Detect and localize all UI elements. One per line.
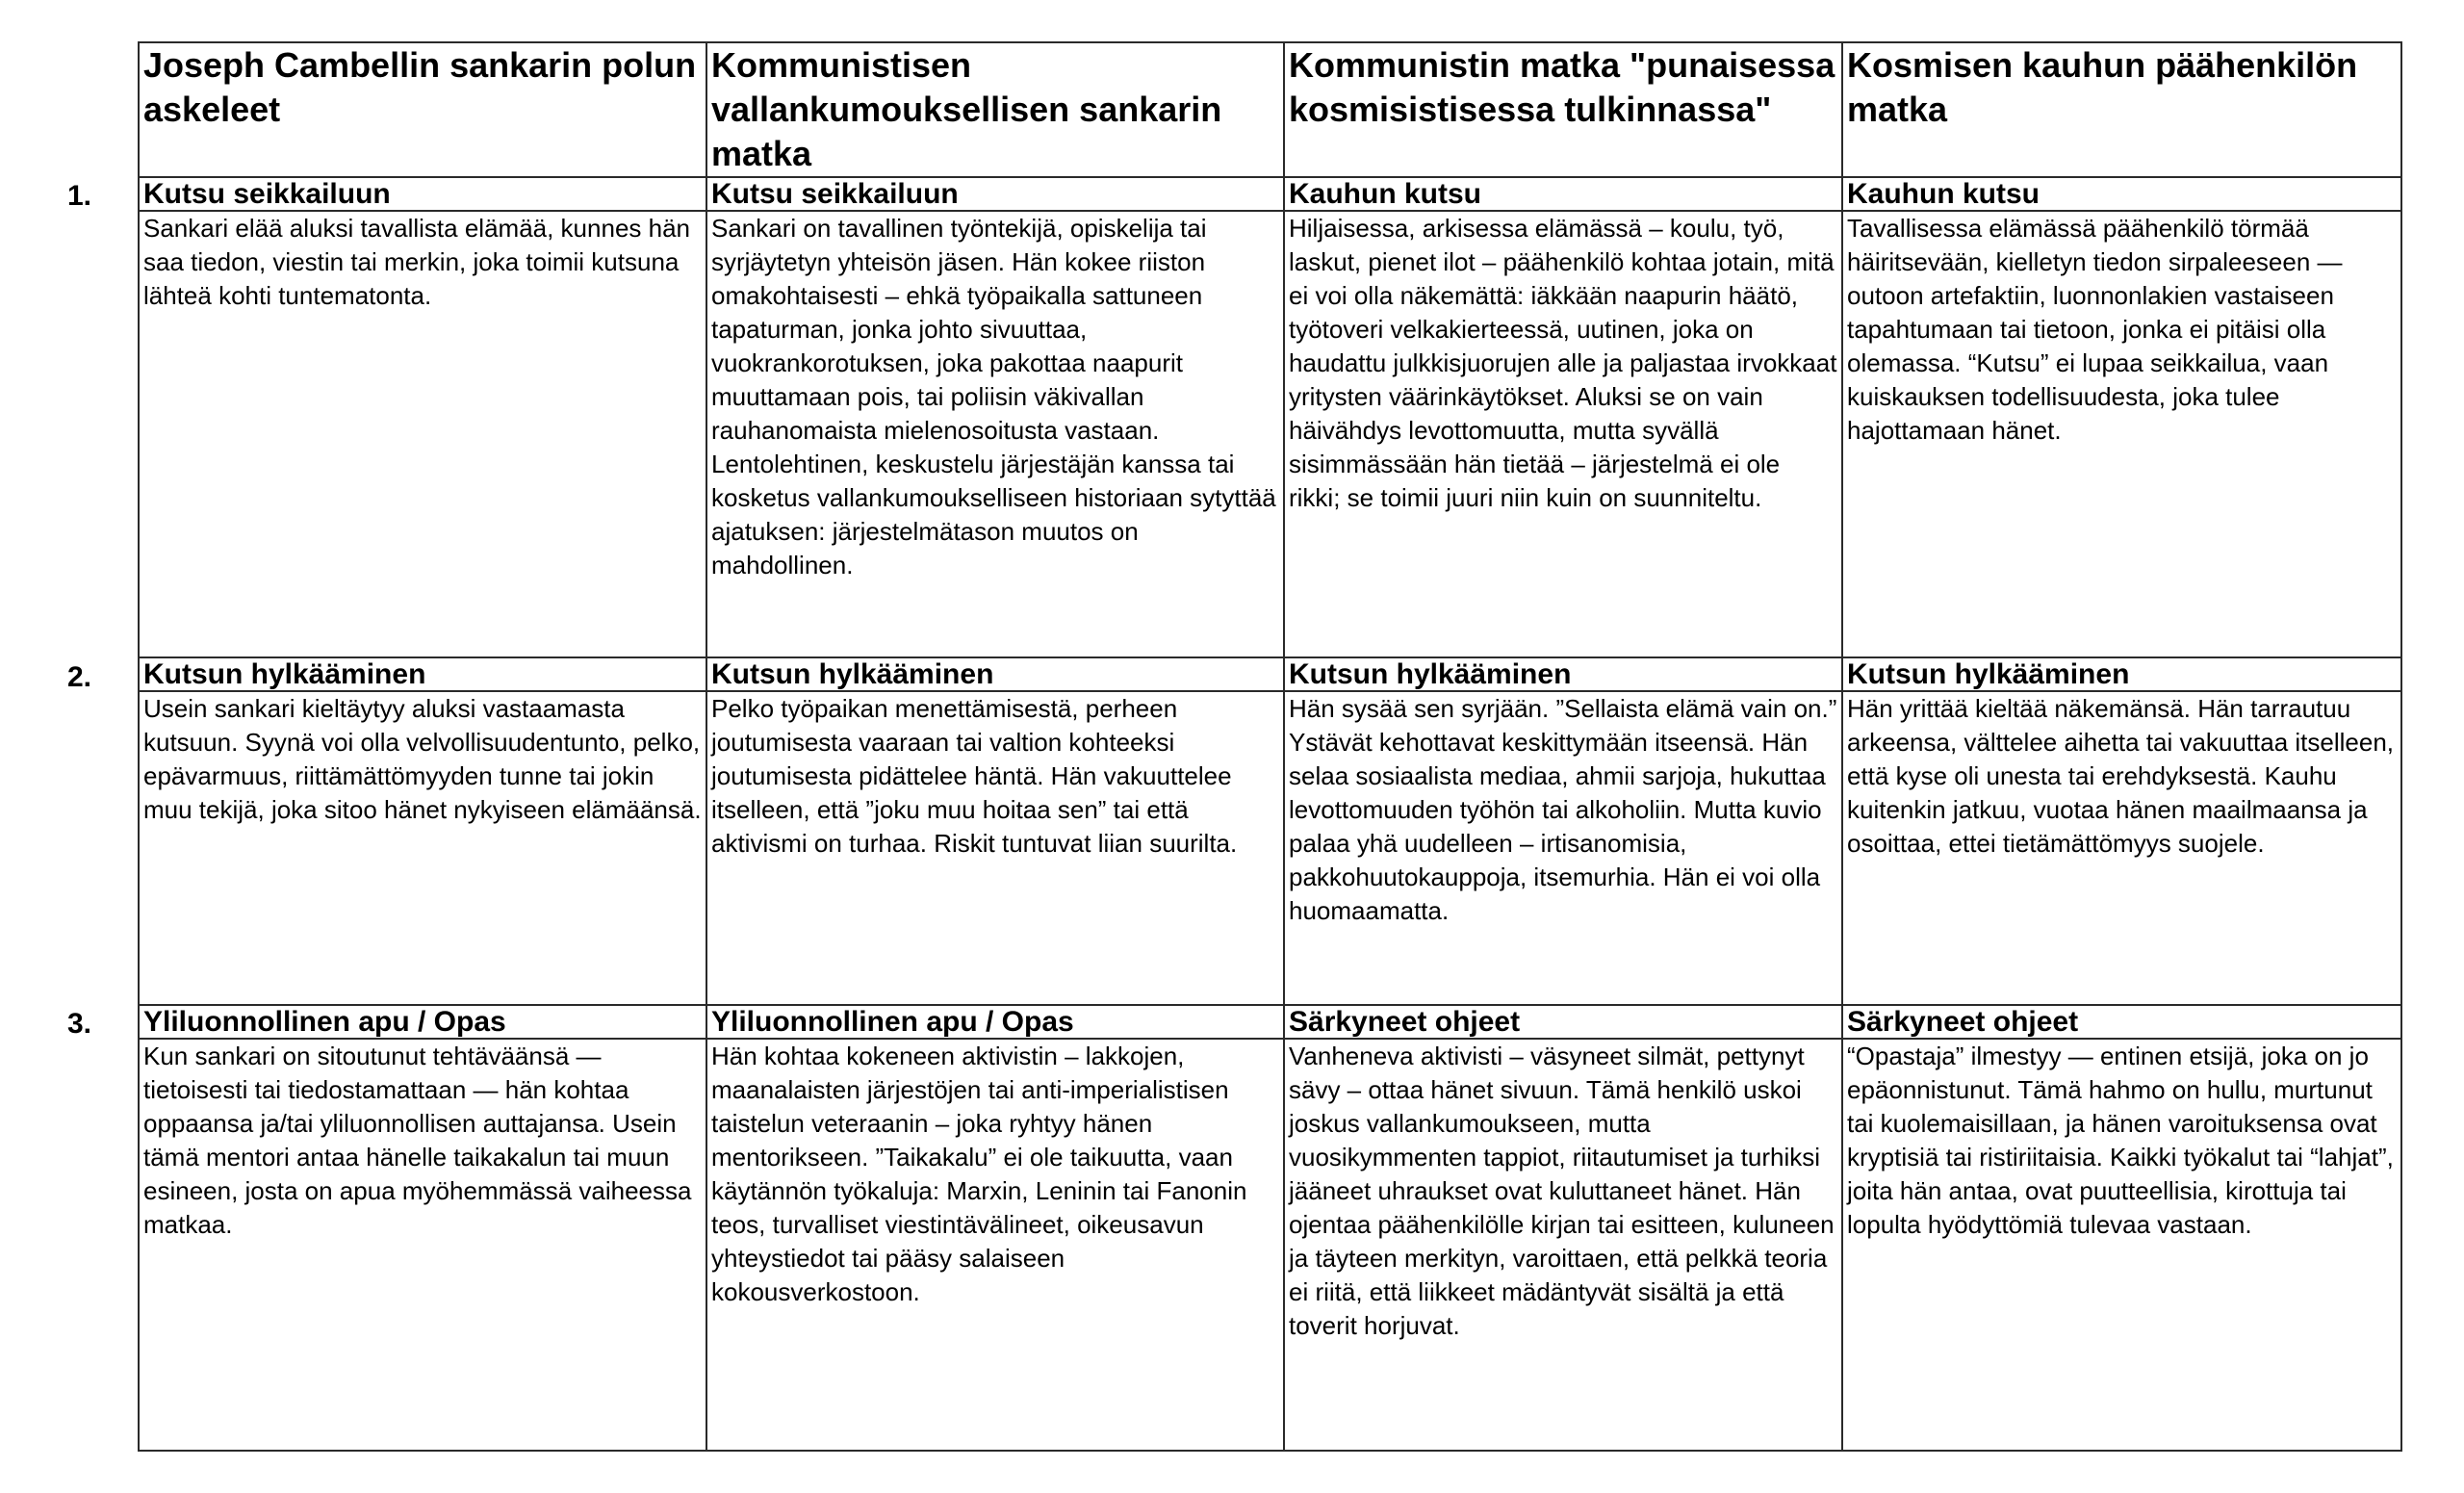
step-3-body-row xyxy=(139,1039,2401,1451)
step-body-cell: Hän yrittää kieltää näkemänsä. Hän tarrautuu arkeensa, välttelee aihetta tai vakuuttaa itselleen, että kyse oli unesta tai erehdyksestä. Kauhu kuitenkin jatkuu, vuotaa hänen maailmaansa ja osoittaa, ettei tietämättömyys suojele. xyxy=(1842,691,2401,1005)
step-body-cell: Hän sysää sen syrjään. ”Sellaista elämä vain on.” Ystävät kehottavat keskittymään itseensä. Hän selaa sosiaalista mediaa, ahmii sarjoja, hukuttaa levottomuuden työhön tai alkoholiin. Mutta kuvio palaa yhä uudelleen – irtisanomisia, pakkohuutokauppoja, itsemurhia. Hän ei voi olla huomaamatta. xyxy=(1284,691,1842,1005)
step-body-cell: Pelko työpaikan menettämisestä, perheen joutumisesta vaaraan tai valtion kohteeksi joutumisesta pidättelee häntä. Hän vakuuttelee itselleen, että ”joku muu hoitaa sen” tai että aktivismi on turhaa. Riskit tuntuvat liian suurilta. xyxy=(706,691,1284,1005)
step-3-title-row xyxy=(139,1005,2401,1039)
step-body-cell: Tavallisessa elämässä päähenkilö törmää häiritsevään, kielletyn tiedon sirpaleeseen — outoon artefaktiin, luonnonlakien vastaiseen tapahtumaan tai tietoon, jonka ei pitäisi olla olemassa. “Kutsu” ei lupaa seikkailua, vaan kuiskauksen todellisuudesta, joka tulee hajottamaan hänet. xyxy=(1842,211,2401,657)
step-title-cell: Särkyneet ohjeet xyxy=(1284,1005,1842,1039)
column-header-campbell: Joseph Cambellin sankarin polun askeleet xyxy=(139,42,706,177)
column-header-communist-revolutionary: Kommunistisen vallankumouksellisen sankarin matka xyxy=(706,42,1284,177)
step-body-cell: Hiljaisessa, arkisessa elämässä – koulu, työ, laskut, pienet ilot – päähenkilö kohtaa jotain, mitä ei voi olla näkemättä: iäkkään naapurin häätö, työtoveri velkakierteessä, uutinen, joka on haudattu julkkisjuorujen alle ja paljastaa irvokkaat yritysten väärinkäytökset. Aluksi se on vain häivähdys levottomuutta, mutta syvällä sisimmässään hän tietää – järjestelmä ei ole rikki; se toimii juuri niin kuin on suunniteltu. xyxy=(1284,211,1842,657)
step-title-cell: Särkyneet ohjeet xyxy=(1842,1005,2401,1039)
step-2-body-row xyxy=(139,691,2401,1005)
step-title-cell: Kutsun hylkääminen xyxy=(706,657,1284,691)
step-1-title-row xyxy=(139,177,2401,211)
step-title-cell: Yliluonnollinen apu / Opas xyxy=(139,1005,706,1039)
step-body-cell: Usein sankari kieltäytyy aluksi vastaamasta kutsuun. Syynä voi olla velvollisuudentunto, pelko, epävarmuus, riittämättömyyden tunne tai jokin muu tekijä, joka sitoo hänet nykyiseen elämäänsä. xyxy=(139,691,706,1005)
step-body-cell: Sankari on tavallinen työntekijä, opiskelija tai syrjäytetyn yhteisön jäsen. Hän kokee riiston omakohtaisesti – ehkä työpaikalla sattuneen tapaturman, jonka johto sivuuttaa, vuokrankorotuksen, joka pakottaa naapurit muuttamaan pois, tai poliisin väkivallan rauhanomaista mielenosoitusta vastaan. Lentolehtinen, keskustelu järjestäjän kanssa tai kosketus vallankumoukselliseen historiaan sytyttää ajatuksen: järjestelmätason muutos on mahdollinen. xyxy=(706,211,1284,657)
step-title-cell: Kutsu seikkailuun xyxy=(139,177,706,211)
step-number-1: 1. xyxy=(67,180,92,212)
step-number-2: 2. xyxy=(67,661,92,693)
step-title-cell: Kutsun hylkääminen xyxy=(1842,657,2401,691)
step-title-cell: Kutsu seikkailuun xyxy=(706,177,1284,211)
step-body-cell: Kun sankari on sitoutunut tehtäväänsä — tietoisesti tai tiedostamattaan — hän kohtaa oppaansa ja/tai yliluonnollisen auttajansa. Usein tämä mentori antaa hänelle taikakalun tai muun esineen, josta on apua myöhemmässä vaiheessa matkaa. xyxy=(139,1039,706,1451)
step-body-cell: Sankari elää aluksi tavallista elämää, kunnes hän saa tiedon, viestin tai merkin, joka toimii kutsuna lähteä kohti tuntematonta. xyxy=(139,211,706,657)
step-body-cell: Hän kohtaa kokeneen aktivistin – lakkojen, maanalaisten järjestöjen tai anti-imperialistisen taistelun veteraanin – joka ryhtyy hänen mentorikseen. ”Taikakalu” ei ole taikuutta, vaan käytännön työkaluja: Marxin, Leninin tai Fanonin teos, turvalliset viestintävälineet, oikeusavun yhteystiedot tai pääsy salaiseen kokousverkostoon. xyxy=(706,1039,1284,1451)
step-number-3: 3. xyxy=(67,1008,92,1040)
column-header-cosmic-horror: Kosmisen kauhun päähenkilön matka xyxy=(1842,42,2401,177)
step-title-cell: Kutsun hylkääminen xyxy=(1284,657,1842,691)
step-body-cell: Vanheneva aktivisti – väsyneet silmät, pettynyt sävy – ottaa hänet sivuun. Tämä henkilö uskoi joskus vallankumoukseen, mutta vuosikymmenten tappiot, riitautumiset ja turhiksi jääneet uhraukset ovat kuluttaneet hänet. Hän ojentaa päähenkilölle kirjan tai esitteen, kuluneen ja täyteen merkityn, varoittaen, että pelkkä teoria ei riitä, että liikkeet mädäntyvät sisältä ja että toverit horjuvat. xyxy=(1284,1039,1842,1451)
step-1-body-row xyxy=(139,211,2401,657)
step-title-cell: Kutsun hylkääminen xyxy=(139,657,706,691)
step-title-cell: Kauhun kutsu xyxy=(1284,177,1842,211)
step-title-cell: Kauhun kutsu xyxy=(1842,177,2401,211)
step-title-cell: Yliluonnollinen apu / Opas xyxy=(706,1005,1284,1039)
hero-journey-comparison-table xyxy=(138,41,2402,1452)
step-2-title-row xyxy=(139,657,2401,691)
step-body-cell: “Opastaja” ilmestyy — entinen etsijä, joka on jo epäonnistunut. Tämä hahmo on hullu, murtunut tai kuolemaisillaan, ja hänen varoituksensa ovat kryptisiä tai ristiriitaisia. Kaikki työkalut tai “lahjat”, joita hän antaa, ovat puutteellisia, kirottuja tai lopulta hyödyttömiä tulevaa vastaan. xyxy=(1842,1039,2401,1451)
column-header-red-cosmicist: Kommunistin matka "punaisessa kosmisistisessa tulkinnassa" xyxy=(1284,42,1842,177)
header-row xyxy=(139,42,2401,177)
